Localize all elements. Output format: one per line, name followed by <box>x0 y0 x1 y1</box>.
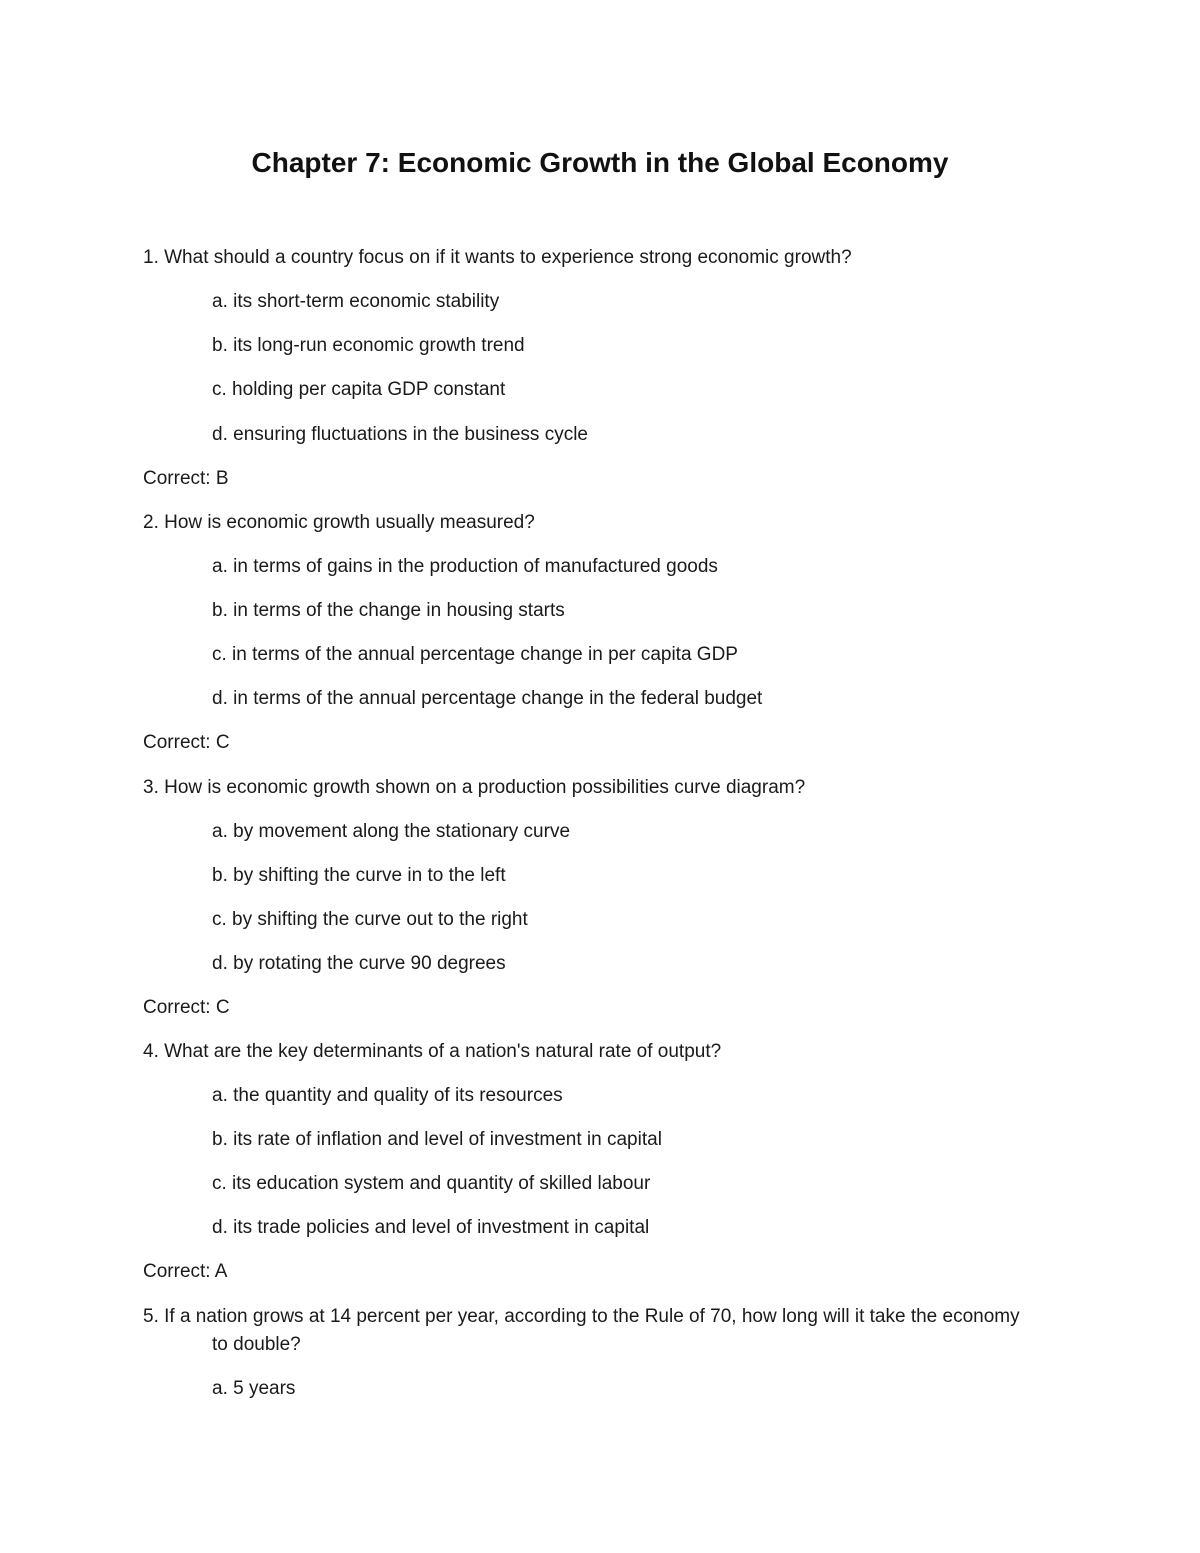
question-4-option-d: d. its trade policies and level of investment in capital <box>212 1217 650 1238</box>
question-3-option-b: b. by shifting the curve in to the left <box>212 865 506 886</box>
question-4-option-b: b. its rate of inflation and level of investment in capital <box>212 1129 662 1150</box>
question-2-option-d: d. in terms of the annual percentage change in the federal budget <box>212 688 763 709</box>
question-5-text: 5. If a nation grows at 14 percent per year, according to the Rule of 70, how long will it take the economy <box>143 1306 1020 1327</box>
question-5-option-a: a. 5 years <box>212 1378 296 1399</box>
question-4-text: 4. What are the key determinants of a nation's natural rate of output? <box>143 1041 722 1062</box>
question-1-option-d: d. ensuring fluctuations in the business cycle <box>212 424 588 445</box>
question-3-answer: Correct: C <box>143 997 230 1018</box>
question-2-option-b: b. in terms of the change in housing starts <box>212 600 565 621</box>
question-2-option-c: c. in terms of the annual percentage change in per capita GDP <box>212 644 738 665</box>
question-3-option-a: a. by movement along the stationary curve <box>212 821 571 842</box>
question-1-option-b: b. its long-run economic growth trend <box>212 335 525 356</box>
question-1-option-c: c. holding per capita GDP constant <box>212 379 506 400</box>
question-3-text: 3. How is economic growth shown on a production possibilities curve diagram? <box>143 777 806 798</box>
page-title: Chapter 7: Economic Growth in the Global Economy <box>251 147 949 178</box>
question-2-answer: Correct: C <box>143 732 230 753</box>
question-1-answer: Correct: B <box>143 468 229 489</box>
question-3-option-c: c. by shifting the curve out to the right <box>212 909 528 930</box>
question-4-option-c: c. its education system and quantity of skilled labour <box>212 1173 651 1194</box>
question-1-text: 1. What should a country focus on if it wants to experience strong economic growth? <box>143 247 852 268</box>
question-4-option-a: a. the quantity and quality of its resources <box>212 1085 563 1106</box>
question-4-answer: Correct: A <box>143 1261 228 1282</box>
question-2-text: 2. How is economic growth usually measured? <box>143 512 535 533</box>
question-2-option-a: a. in terms of gains in the production of manufactured goods <box>212 556 718 577</box>
question-5-text-continued: to double? <box>212 1334 301 1355</box>
question-1-option-a: a. its short-term economic stability <box>212 291 500 312</box>
question-3-option-d: d. by rotating the curve 90 degrees <box>212 953 506 974</box>
